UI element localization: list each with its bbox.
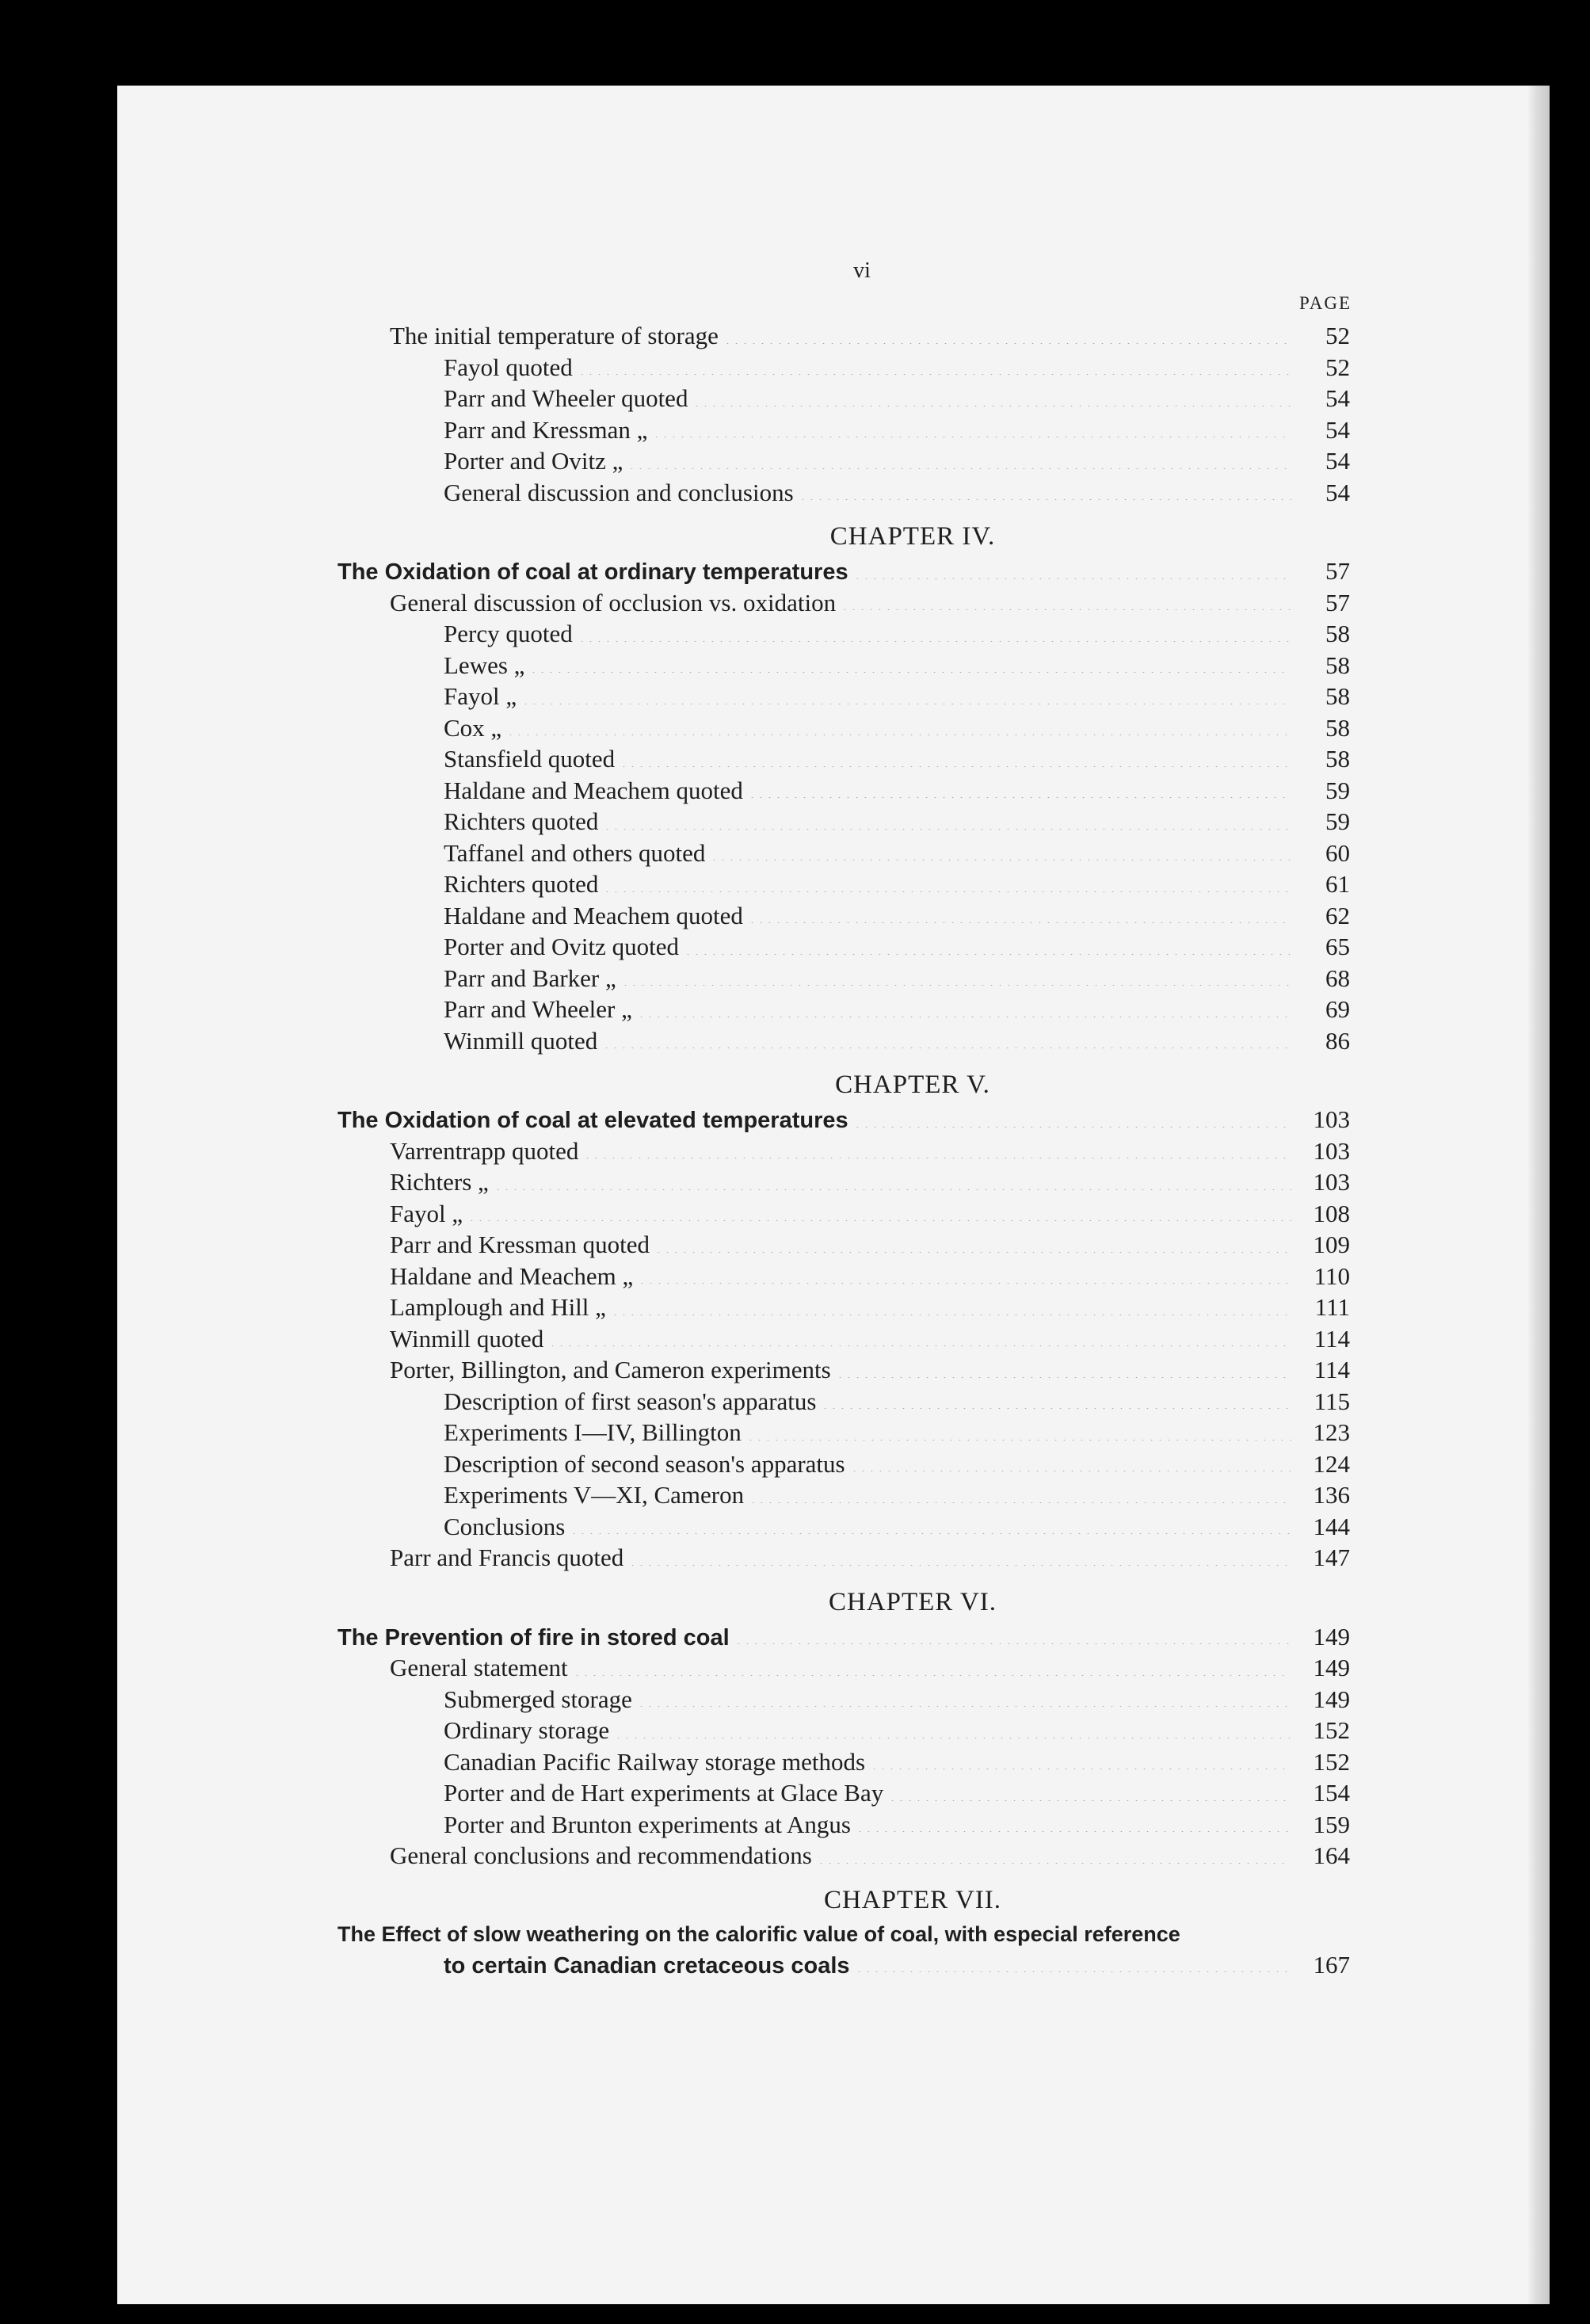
toc-entry-page: 164 bbox=[1313, 1841, 1350, 1869]
toc-entry-title: Haldane and Meachem quoted bbox=[444, 776, 743, 804]
toc-entry-page: 111 bbox=[1314, 1293, 1350, 1321]
leader-dots bbox=[855, 1971, 1291, 1972]
toc-entry-page: 52 bbox=[1325, 322, 1350, 349]
toc-entry-title: Haldane and Meachem quoted bbox=[444, 901, 743, 929]
toc-entry bbox=[117, 1840, 1550, 1872]
toc-entry-page: 123 bbox=[1313, 1418, 1350, 1446]
leader-dots bbox=[684, 954, 1291, 955]
toc-entry-page: 86 bbox=[1325, 1026, 1350, 1055]
chapter-v-heading: CHAPTER V. bbox=[835, 1070, 990, 1099]
toc-entry-title: Submerged storage bbox=[444, 1685, 632, 1713]
toc-entry bbox=[117, 1417, 1550, 1448]
toc-entry-title: Richters „ bbox=[390, 1168, 489, 1196]
leader-dots bbox=[654, 1252, 1291, 1253]
book-page bbox=[117, 86, 1550, 2304]
toc-entry bbox=[117, 445, 1550, 477]
leader-dots bbox=[494, 1189, 1291, 1190]
toc-entry bbox=[117, 1386, 1550, 1418]
toc-entry-title: Conclusions bbox=[444, 1512, 566, 1540]
toc-entry-title: Varrentrapp quoted bbox=[390, 1136, 579, 1165]
toc-entry-page: 61 bbox=[1325, 870, 1350, 898]
toc-entry-title: Canadian Pacific Railway storage methods bbox=[444, 1747, 866, 1776]
leader-dots bbox=[603, 829, 1291, 830]
toc-entry-title: Haldane and Meachem „ bbox=[390, 1261, 634, 1290]
leader-dots bbox=[603, 891, 1291, 892]
toc-entry-title: Cox „ bbox=[444, 713, 502, 742]
leader-dots bbox=[749, 1502, 1291, 1503]
leader-dots bbox=[621, 985, 1291, 986]
toc-entry bbox=[117, 712, 1550, 744]
toc-entry bbox=[117, 994, 1550, 1025]
toc-entry bbox=[117, 587, 1550, 619]
toc-entry bbox=[117, 1621, 1550, 1653]
leader-dots bbox=[578, 374, 1291, 375]
toc-entry-page: 147 bbox=[1313, 1544, 1350, 1571]
toc-entry-page: 58 bbox=[1325, 682, 1350, 710]
toc-entry bbox=[117, 1542, 1550, 1574]
toc-entry-page: 115 bbox=[1314, 1387, 1350, 1415]
toc-entry-title: Fayol „ bbox=[390, 1199, 463, 1227]
toc-entry-title: Winmill quoted bbox=[390, 1324, 544, 1353]
toc-entry-title: Porter and Ovitz quoted bbox=[444, 933, 680, 960]
toc-entry-page: 62 bbox=[1325, 901, 1350, 929]
chapter-vi-heading: CHAPTER VI. bbox=[828, 1587, 997, 1616]
toc-entry-title: Porter, Billington, and Cameron experiments bbox=[390, 1356, 831, 1383]
toc-entry bbox=[117, 1652, 1550, 1684]
toc-entry-title-line1: The Effect of slow weathering on the calorific value of coal, with especial reference bbox=[337, 1921, 1180, 1946]
toc-entry-page: 152 bbox=[1313, 1716, 1350, 1744]
toc-entry-title: Ordinary storage bbox=[444, 1716, 610, 1744]
toc-entry bbox=[117, 650, 1550, 681]
toc-entry bbox=[117, 1511, 1550, 1543]
toc-entry bbox=[117, 1949, 1550, 1981]
toc-entry-page: 108 bbox=[1313, 1199, 1350, 1227]
toc-entry-page: 144 bbox=[1313, 1512, 1350, 1540]
toc-entry-title: General discussion and conclusions bbox=[444, 478, 794, 506]
toc-entry-title: Winmill quoted bbox=[444, 1026, 598, 1055]
toc-entry-page: 154 bbox=[1313, 1779, 1350, 1807]
toc-entry bbox=[117, 1715, 1550, 1746]
toc-entry bbox=[117, 383, 1550, 414]
toc-entry bbox=[117, 743, 1550, 775]
leader-dots bbox=[734, 1643, 1291, 1644]
leader-dots bbox=[573, 1675, 1291, 1676]
toc-entry-title: Richters quoted bbox=[444, 870, 599, 898]
toc-entry-title: The Oxidation of coal at elevated temperatures bbox=[337, 1108, 848, 1133]
toc-entry bbox=[117, 477, 1550, 509]
toc-section-continued bbox=[117, 320, 1550, 508]
toc-entry-title: Parr and Wheeler „ bbox=[444, 995, 632, 1023]
toc-entry bbox=[117, 1261, 1550, 1292]
toc-entry bbox=[117, 320, 1550, 352]
toc-entry-title-line2: to certain Canadian cretaceous coals bbox=[444, 1952, 850, 1979]
chapter-iv-heading: CHAPTER IV. bbox=[829, 522, 996, 551]
toc-entry-title: General statement bbox=[390, 1654, 568, 1681]
toc-entry-page: 59 bbox=[1325, 807, 1350, 835]
leader-dots bbox=[548, 1345, 1291, 1346]
toc-entry-title: Description of second season's apparatus bbox=[444, 1449, 845, 1478]
toc-entry-title: Taffanel and others quoted bbox=[444, 838, 706, 867]
toc-entry-page: 103 bbox=[1313, 1136, 1350, 1165]
toc-chapter-v bbox=[117, 1104, 1550, 1574]
toc-chapter-iv bbox=[117, 555, 1550, 1056]
leader-dots bbox=[853, 1127, 1291, 1128]
toc-entry bbox=[117, 931, 1550, 963]
toc-entry-title: Experiments V—XI, Cameron bbox=[444, 1481, 745, 1509]
leader-dots bbox=[627, 468, 1291, 469]
toc-entry-title: Parr and Barker „ bbox=[444, 964, 616, 992]
toc-entry-page: 103 bbox=[1313, 1168, 1350, 1196]
leader-dots bbox=[637, 1706, 1291, 1707]
toc-entry-title: Porter and Ovitz „ bbox=[444, 447, 623, 475]
leader-dots bbox=[888, 1800, 1291, 1801]
leader-dots bbox=[570, 1533, 1291, 1534]
toc-entry bbox=[117, 806, 1550, 838]
toc-entry-page: 54 bbox=[1325, 447, 1350, 475]
toc-chapter-vi bbox=[117, 1621, 1550, 1872]
toc-entry bbox=[117, 352, 1550, 384]
toc-entry-page: 60 bbox=[1325, 838, 1350, 867]
toc-entry bbox=[117, 900, 1550, 932]
leader-dots bbox=[799, 499, 1291, 500]
leader-dots bbox=[836, 1377, 1291, 1378]
leader-dots bbox=[746, 1440, 1291, 1441]
leader-dots bbox=[467, 1220, 1291, 1221]
toc-entry-title: Parr and Wheeler quoted bbox=[444, 384, 688, 412]
leader-dots bbox=[529, 672, 1291, 673]
toc-entry-title: The Oxidation of coal at ordinary temperatures bbox=[337, 559, 848, 585]
toc-entry bbox=[117, 1229, 1550, 1261]
toc-entry-page: 136 bbox=[1313, 1481, 1350, 1509]
toc-entry-title: Stansfield quoted bbox=[444, 745, 616, 773]
toc-entry bbox=[117, 838, 1550, 869]
toc-entry bbox=[117, 555, 1550, 587]
toc-entry-page: 149 bbox=[1313, 1654, 1350, 1681]
toc-entry-page: 58 bbox=[1325, 713, 1350, 742]
chapter-vii-heading: CHAPTER VII. bbox=[823, 1885, 1002, 1914]
toc-entry-title: Percy quoted bbox=[444, 620, 573, 647]
leader-dots bbox=[723, 343, 1291, 344]
toc-entry-title: Lewes „ bbox=[444, 651, 525, 679]
leader-dots bbox=[817, 1863, 1291, 1864]
toc-entry-page: 159 bbox=[1313, 1810, 1350, 1838]
toc-entry-page: 58 bbox=[1325, 745, 1350, 773]
leader-dots bbox=[628, 1565, 1291, 1566]
toc-entry-title: Parr and Francis quoted bbox=[390, 1544, 624, 1571]
leader-dots bbox=[638, 1283, 1291, 1284]
toc-entry-title: Description of first season's apparatus bbox=[444, 1387, 817, 1415]
leader-dots bbox=[821, 1408, 1291, 1409]
toc-entry-page: 149 bbox=[1313, 1622, 1350, 1650]
toc-entry bbox=[117, 1104, 1550, 1135]
toc-entry bbox=[117, 868, 1550, 900]
toc-entry-page: 54 bbox=[1325, 384, 1350, 412]
toc-entry-title: Fayol „ bbox=[444, 682, 517, 710]
page-column-label: PAGE bbox=[1299, 293, 1352, 313]
toc-entry-page: 65 bbox=[1325, 933, 1350, 960]
toc-entry bbox=[117, 1448, 1550, 1480]
toc-entry-page: 149 bbox=[1313, 1685, 1350, 1713]
toc-entry-page: 58 bbox=[1325, 651, 1350, 679]
toc-entry-page: 59 bbox=[1325, 776, 1350, 804]
leader-dots bbox=[620, 766, 1291, 767]
toc-entry bbox=[117, 775, 1550, 807]
toc-entry-page: 68 bbox=[1325, 964, 1350, 992]
toc-chapter-vii bbox=[117, 1919, 1550, 1981]
page-folio: vi bbox=[853, 258, 871, 283]
toc-entry-title: Porter and Brunton experiments at Angus bbox=[444, 1810, 851, 1838]
toc-entry-title: Lamplough and Hill „ bbox=[390, 1293, 606, 1321]
leader-dots bbox=[578, 641, 1291, 642]
table-of-contents bbox=[117, 320, 1550, 1980]
toc-entry-title: Fayol quoted bbox=[444, 353, 573, 381]
toc-entry-title: The initial temperature of storage bbox=[390, 322, 719, 349]
toc-entry-page: 152 bbox=[1313, 1747, 1350, 1776]
leader-dots bbox=[841, 609, 1291, 610]
toc-entry bbox=[117, 963, 1550, 994]
toc-entry-page: 109 bbox=[1313, 1231, 1350, 1258]
toc-entry bbox=[117, 1684, 1550, 1715]
toc-entry-page: 52 bbox=[1325, 353, 1350, 381]
toc-entry bbox=[117, 1135, 1550, 1167]
toc-entry bbox=[117, 1809, 1550, 1841]
toc-entry-title: General discussion of occlusion vs. oxidation bbox=[390, 588, 837, 616]
toc-entry-title: Richters quoted bbox=[444, 807, 599, 835]
toc-entry bbox=[117, 1777, 1550, 1809]
leader-dots bbox=[856, 1831, 1291, 1832]
toc-entry bbox=[117, 681, 1550, 712]
toc-entry bbox=[117, 1354, 1550, 1386]
leader-dots bbox=[710, 860, 1291, 861]
toc-entry-title: Porter and de Hart experiments at Glace Bay bbox=[444, 1779, 884, 1807]
toc-entry bbox=[117, 1479, 1550, 1511]
toc-entry-title: Experiments I—IV, Billington bbox=[444, 1418, 742, 1446]
toc-entry-page: 110 bbox=[1314, 1261, 1350, 1290]
toc-entry-page: 57 bbox=[1325, 588, 1350, 616]
toc-entry-title: General conclusions and recommendations bbox=[390, 1841, 812, 1869]
toc-entry bbox=[117, 414, 1550, 446]
toc-entry-page: 54 bbox=[1325, 478, 1350, 506]
toc-entry bbox=[117, 1198, 1550, 1230]
toc-entry-page: 69 bbox=[1325, 995, 1350, 1023]
toc-entry-page: 57 bbox=[1325, 557, 1350, 585]
toc-entry bbox=[117, 1292, 1550, 1323]
toc-entry bbox=[117, 1323, 1550, 1355]
toc-entry bbox=[117, 1166, 1550, 1198]
leader-dots bbox=[748, 922, 1291, 923]
toc-entry-page: 58 bbox=[1325, 620, 1350, 647]
toc-entry bbox=[117, 618, 1550, 650]
toc-entry-title: Parr and Kressman quoted bbox=[390, 1231, 650, 1258]
toc-entry-page: 124 bbox=[1313, 1449, 1350, 1478]
toc-entry-page: 54 bbox=[1325, 415, 1350, 444]
leader-dots bbox=[748, 797, 1291, 798]
toc-entry-title: Parr and Kressman „ bbox=[444, 415, 648, 444]
toc-entry-page: 167 bbox=[1313, 1950, 1350, 1979]
toc-entry-title: The Prevention of fire in stored coal bbox=[337, 1624, 730, 1650]
toc-entry-page: 114 bbox=[1314, 1356, 1350, 1383]
toc-entry-page: 114 bbox=[1314, 1324, 1350, 1353]
leader-dots bbox=[853, 578, 1291, 579]
toc-entry bbox=[117, 1746, 1550, 1778]
toc-entry-page: 103 bbox=[1313, 1105, 1350, 1133]
toc-entry bbox=[117, 1025, 1550, 1057]
